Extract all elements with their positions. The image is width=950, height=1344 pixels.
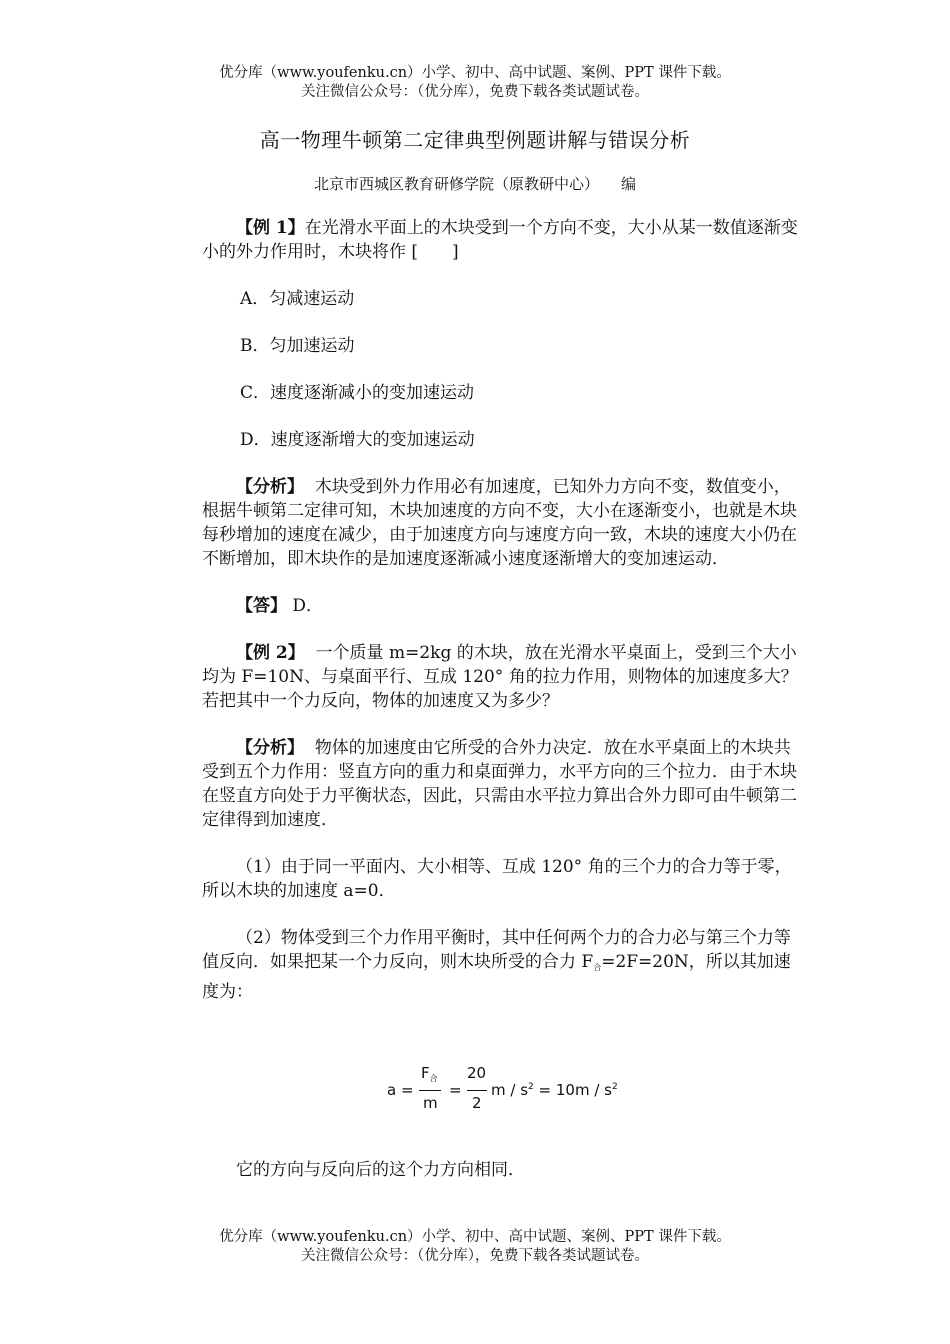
header-line-1: 优分库（www.youfenku.cn）小学、初中、高中试题、案例、PPT 课件下载。 xyxy=(219,65,731,81)
formula-lhs: a = xyxy=(387,1081,414,1099)
formula-f-sub: 合 xyxy=(429,1074,438,1083)
author-role: 编 xyxy=(621,175,637,193)
example-1-analysis: 【分析】 木块受到外力作用必有加速度，已知外力方向不变，数值变小，根据牛顿第二定律可知，木块加速度的方向不变，大小在逐渐变小，也就是木块每秒增加的速度在减少，由于加速度方向与速度方向一致，木块的速度大小仍在不断增加，即木块作的是加速度逐渐减小速度逐渐增大的变加速运动． xyxy=(202,477,797,569)
analysis-label: 【分析】 xyxy=(236,738,304,758)
document-body xyxy=(202,216,802,1004)
author-org: 北京市西城区教育研修学院（原教研中心） xyxy=(313,175,599,193)
example-2-conclusion: 它的方向与反向后的这个力方向相同． xyxy=(236,1160,525,1180)
option-d: D．速度逐渐增大的变加速运动 xyxy=(240,430,475,450)
analysis-label: 【分析】 xyxy=(236,477,304,497)
subscript-he: 合 xyxy=(593,963,602,972)
formula-n-den: 2 xyxy=(472,1094,482,1112)
conclusion-block xyxy=(202,1158,802,1182)
formula-f-den: m xyxy=(423,1094,438,1112)
example-1-answer: 【答】 D． xyxy=(236,596,324,616)
option-b: B．匀加速运动 xyxy=(240,336,355,356)
acceleration-formula xyxy=(387,1062,627,1118)
formula-unit: $m / s^2 = 10m / s^2$ xyxy=(491,1081,618,1099)
example-1-label: 【例 1】 xyxy=(236,218,305,238)
example-2-part-2: （2）物体受到三个力作用平衡时，其中任何两个力的合力必与第三个力等值反向．如果把某一个力反向，则木块所受的合力 $F_合=2F=20N$，所以其加速度为： xyxy=(202,928,791,1002)
header-line-2: 关注微信公众号：（优分库），免费下载各类试题试卷。 xyxy=(301,84,649,100)
example-2-part-1: （1）由于同一平面内、大小相等、互成 120° 角的三个力的合力等于零，所以木块的加速度 a=0． xyxy=(202,857,792,901)
page-title: 高一物理牛顿第二定律典型例题讲解与错误分析 xyxy=(259,128,691,152)
option-c: C．速度逐渐减小的变加速运动 xyxy=(240,383,475,403)
formula-eq-1: = xyxy=(449,1081,462,1099)
footer-line-2: 关注微信公众号：（优分库），免费下载各类试题试卷。 xyxy=(301,1248,649,1264)
answer-label: 【答】 xyxy=(236,596,287,616)
page-header xyxy=(0,64,950,102)
example-2-question: 【例 2】 一个质量 m=2kg 的木块，放在光滑水平桌面上，受到三个大小均为 F=10N、与桌面平行、互成 120° 角的拉力作用，则物体的加速度多大？若把其中一个力反向，物体的加速度又为多少？ xyxy=(202,643,798,711)
formula-f-num: F xyxy=(421,1064,430,1082)
example-1-question: 【例 1】在光滑水平面上的木块受到一个方向不变，大小从某一数值逐渐变小的外力作用时，木块将作 [ ] xyxy=(202,218,798,262)
example-2-analysis: 【分析】 物体的加速度由它所受的合外力决定．放在水平桌面上的木块共受到五个力作用：竖直方向的重力和桌面弹力，水平方向的三个拉力．由于木块在竖直方向处于力平衡状态，因此，只需由水平拉力算出合外力即可由牛顿第二定律得到加速度． xyxy=(202,738,797,830)
formula-n-num: 20 xyxy=(467,1064,487,1082)
option-a: A．匀减速运动 xyxy=(240,289,355,309)
page-footer xyxy=(0,1228,950,1266)
footer-line-1: 优分库（www.youfenku.cn）小学、初中、高中试题、案例、PPT 课件下载。 xyxy=(219,1229,731,1245)
example-2-label: 【例 2】 xyxy=(236,643,305,663)
author-line xyxy=(0,173,950,194)
